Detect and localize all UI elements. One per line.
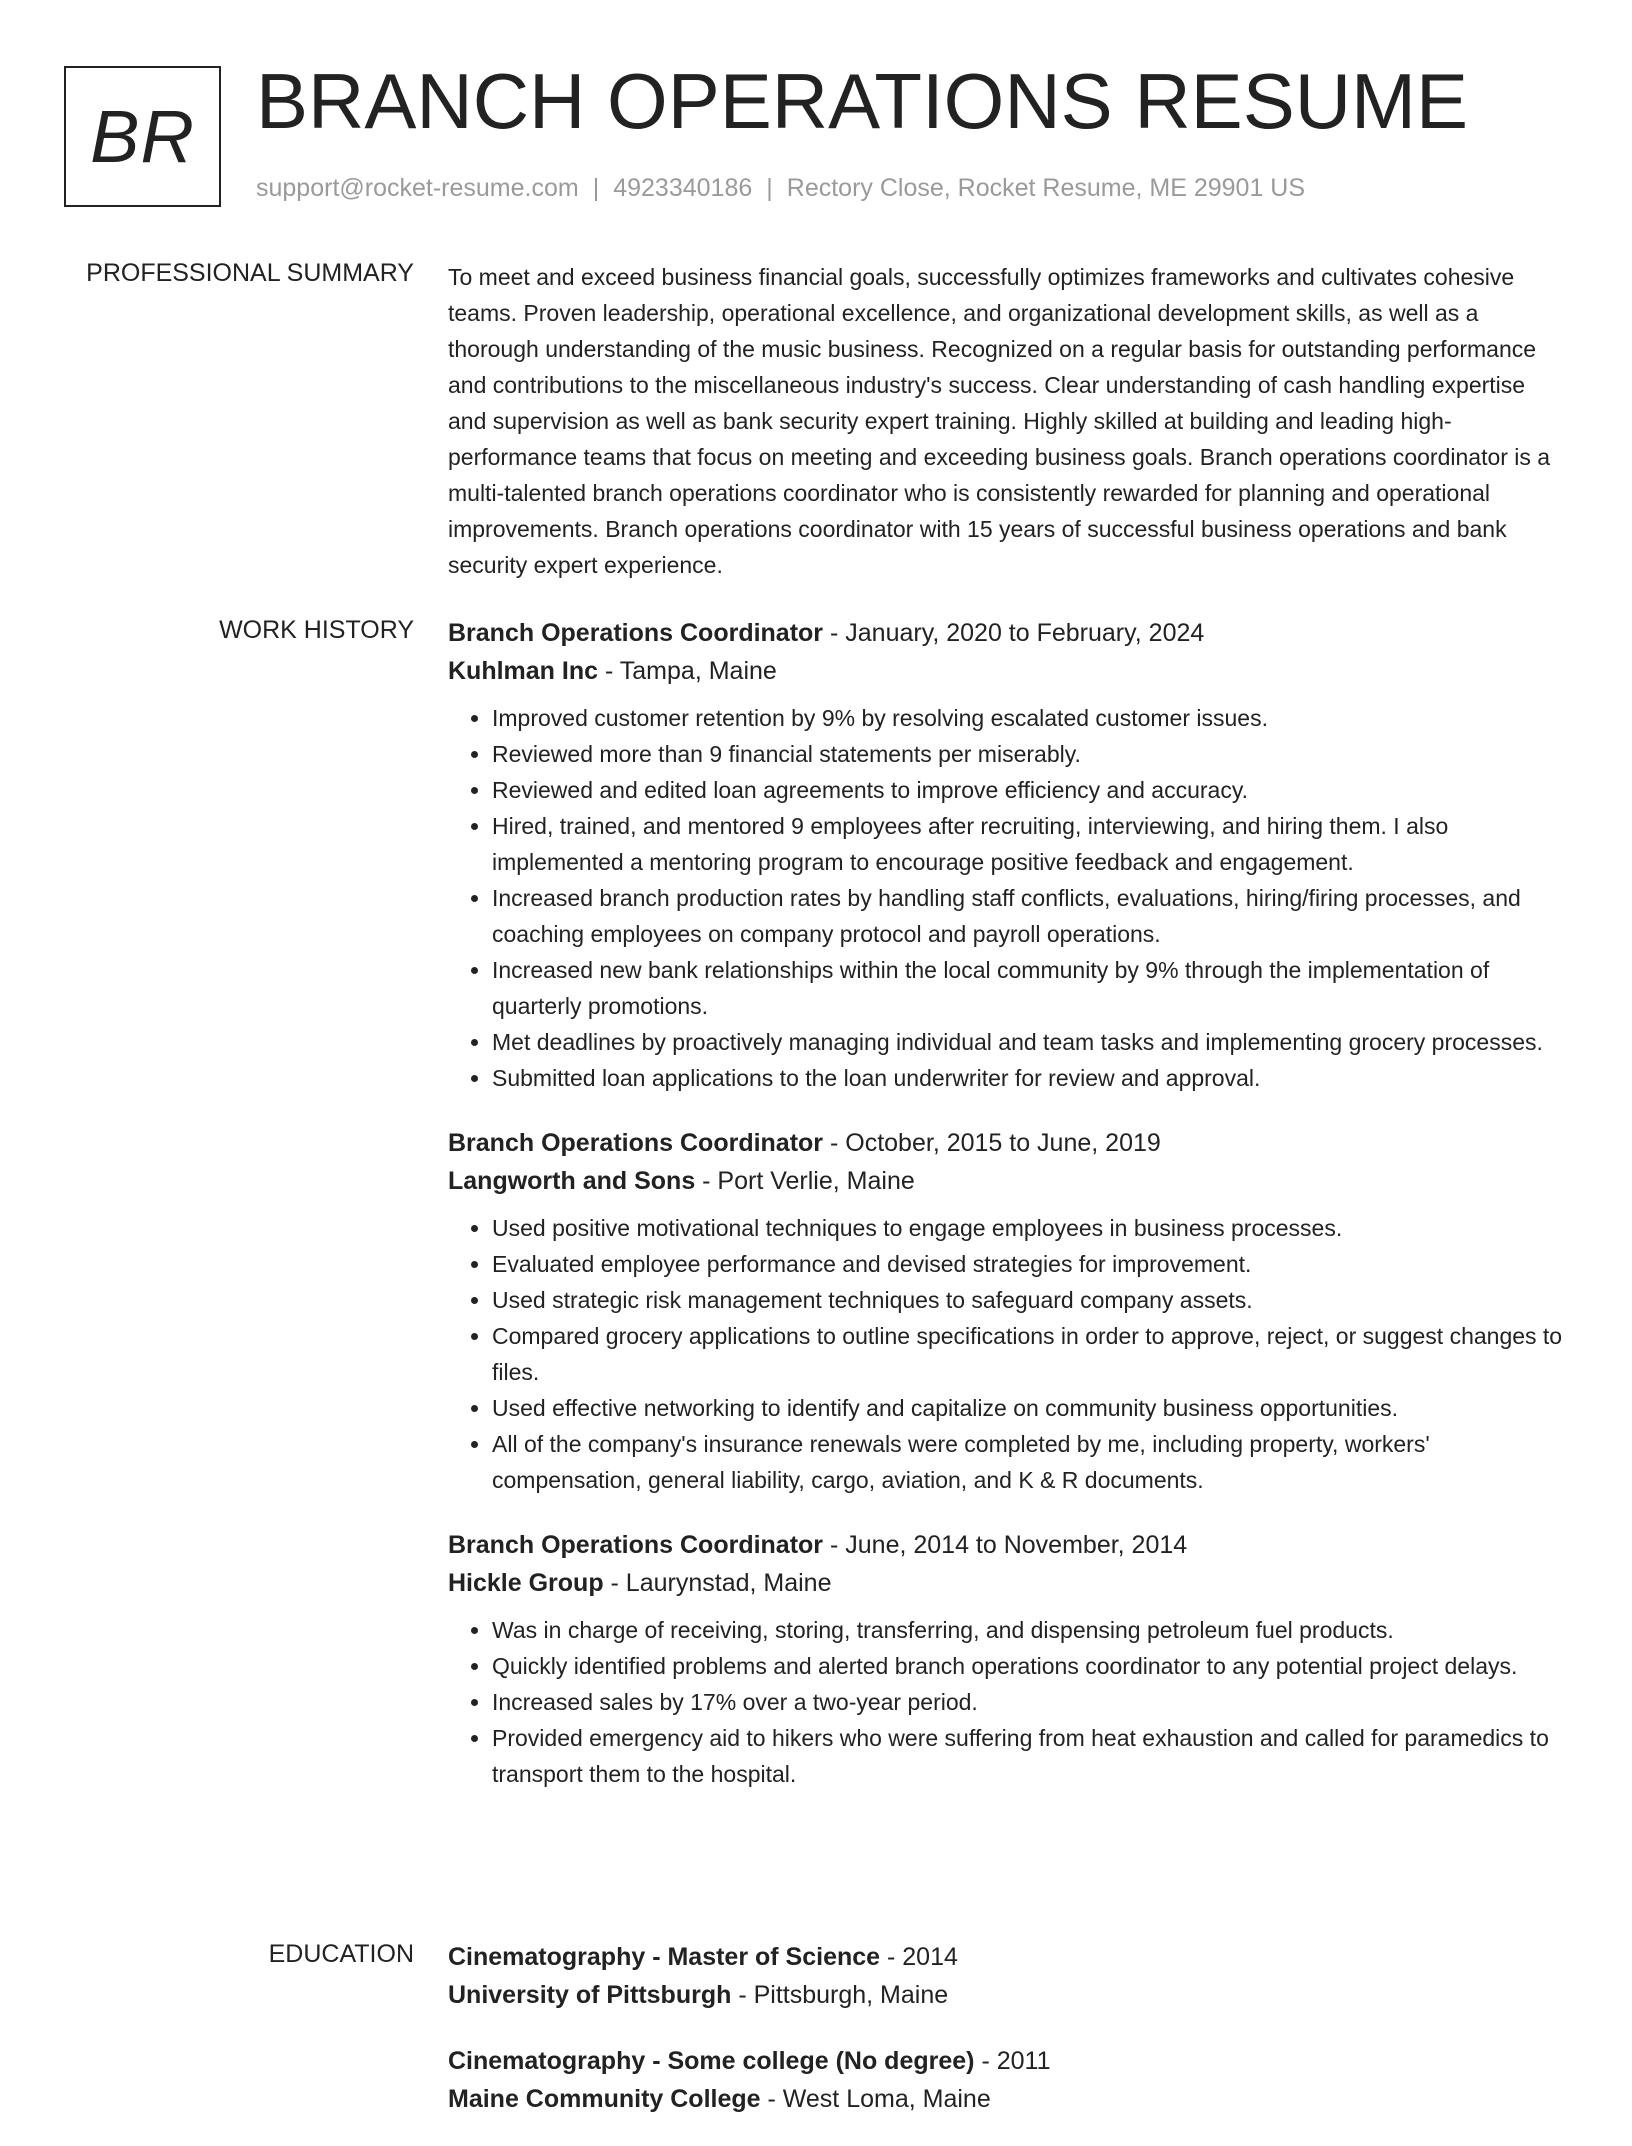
job-title: Branch Operations Coordinator — [448, 1129, 824, 1157]
contact-phone[interactable]: 4923340186 — [613, 174, 753, 202]
education-year: - 2011 — [974, 2047, 1051, 2075]
education-school: Maine Community College — [448, 2085, 761, 2113]
contact-separator: | — [766, 174, 773, 202]
job-bullet: • Quickly identified problems and alerted branch operations coordinator to any potential project delays. — [492, 1648, 1568, 1684]
job-entry — [448, 614, 1568, 1096]
section-label-summary: PROFESSIONAL SUMMARY — [86, 259, 414, 287]
education-location: - Pittsburgh, Maine — [731, 1981, 949, 2009]
job-bullet: • Provided emergency aid to hikers who were suffering from heat exhaustion and called for paramedics to transport them to the hospital. — [492, 1720, 1568, 1792]
job-bullets — [448, 700, 1568, 1096]
job-bullet: • Used effective networking to identify and capitalize on community business opportunities. — [492, 1390, 1568, 1426]
job-title: Branch Operations Coordinator — [448, 1531, 824, 1559]
job-company-line — [448, 1162, 1568, 1200]
job-bullet: • Was in charge of receiving, storing, transferring, and dispensing petroleum fuel products. — [492, 1612, 1568, 1648]
job-company: Kuhlman Inc — [448, 657, 599, 685]
resume-title: BRANCH OPERATIONS RESUME — [256, 57, 1469, 145]
job-bullets — [448, 1612, 1568, 1792]
job-title-line — [448, 614, 1568, 652]
job-dates: - January, 2020 to February, 2024 — [823, 619, 1205, 647]
job-location: - Laurynstad, Maine — [603, 1569, 832, 1597]
contact-address: Rectory Close, Rocket Resume, ME 29901 US — [786, 174, 1306, 202]
job-bullet: • Used positive motivational techniques to engage employees in business processes. — [492, 1210, 1568, 1246]
contact-separator: | — [592, 174, 600, 202]
job-bullet: • Compared grocery applications to outline specifications in order to approve, reject, or suggest changes to files. — [492, 1318, 1568, 1390]
job-bullet: • Improved customer retention by 9% by resolving escalated customer issues. — [492, 700, 1568, 736]
job-company: Langworth and Sons — [448, 1167, 696, 1195]
job-bullet: • Increased branch production rates by handling staff conflicts, evaluations, hiring/firing processes, and coaching employees on company protocol and payroll operations. — [492, 880, 1568, 952]
section-label-education: EDUCATION — [268, 1940, 414, 1968]
monogram-box — [64, 66, 221, 207]
job-title: Branch Operations Coordinator — [448, 619, 824, 647]
education-school-line — [448, 2080, 1568, 2118]
job-bullet: • Used strategic risk management techniques to safeguard company assets. — [492, 1282, 1568, 1318]
job-entry — [448, 1526, 1568, 1792]
job-bullet: • Hired, trained, and mentored 9 employees after recruiting, interviewing, and hiring them. I also implemented a mentoring program to encourage positive feedback and engagement. — [492, 808, 1568, 880]
job-bullet: • Increased new bank relationships within the local community by 9% through the implementation of quarterly promotions. — [492, 952, 1568, 1024]
education-degree: Cinematography - Some college (No degree) — [448, 2047, 975, 2075]
contact-email[interactable]: support@rocket-resume.com — [256, 174, 579, 202]
job-title-line — [448, 1526, 1568, 1564]
education-entry — [448, 2042, 1568, 2118]
monogram-initials: BR — [90, 95, 195, 178]
education-year: - 2014 — [880, 1943, 958, 1971]
job-location: - Port Verlie, Maine — [695, 1167, 915, 1195]
education-school-line — [448, 1976, 1568, 2014]
education-school: University of Pittsburgh — [448, 1981, 732, 2009]
education-location: - West Loma, Maine — [760, 2085, 991, 2113]
job-bullet: • Met deadlines by proactively managing individual and team tasks and implementing grocery processes. — [492, 1024, 1568, 1060]
job-dates: - October, 2015 to June, 2019 — [823, 1129, 1161, 1157]
job-bullet: • Increased sales by 17% over a two-year period. — [492, 1684, 1568, 1720]
job-bullet: • Submitted loan applications to the loan underwriter for review and approval. — [492, 1060, 1568, 1096]
job-bullet: • Reviewed more than 9 financial statements per miserably. — [492, 736, 1568, 772]
education-entry — [448, 1938, 1568, 2014]
job-company-line — [448, 1564, 1568, 1602]
job-title-line — [448, 1124, 1568, 1162]
job-bullet: • All of the company's insurance renewals were completed by me, including property, workers' compensation, general liability, cargo, aviation, and K & R documents. — [492, 1426, 1568, 1498]
education-list — [448, 1938, 1568, 2146]
job-entry — [448, 1124, 1568, 1498]
education-degree: Cinematography - Master of Science — [448, 1943, 881, 1971]
job-location: - Tampa, Maine — [598, 657, 777, 685]
contact-line — [256, 174, 1305, 203]
job-company-line — [448, 652, 1568, 690]
education-degree-line — [448, 2042, 1568, 2080]
job-company: Hickle Group — [448, 1569, 604, 1597]
work-history-list — [448, 614, 1568, 1820]
job-bullet: • Reviewed and edited loan agreements to improve efficiency and accuracy. — [492, 772, 1568, 808]
education-degree-line — [448, 1938, 1568, 1976]
job-bullet: • Evaluated employee performance and devised strategies for improvement. — [492, 1246, 1568, 1282]
job-bullets — [448, 1210, 1568, 1498]
summary-text: To meet and exceed business financial goals, successfully optimizes frameworks and cultivates cohesive teams. Proven leadership, operational excellence, and organizational development skills, as well as a thorough understanding of the music business. Recognized on a regular basis for outstanding performance and contributions to the miscellaneous industry's success. Clear understanding of cash handling expertise and supervision as well as bank security expert training. Highly skilled at building and leading high-performance teams that focus on meeting and exceeding business goals. Branch operations coordinator is a multi-talented branch operations coordinator who is consistently rewarded for planning and operational improvements. Branch operations coordinator with 15 years of successful business operations and bank security expert experience. — [448, 264, 1551, 578]
job-dates: - June, 2014 to November, 2014 — [823, 1531, 1188, 1559]
section-label-work-history: WORK HISTORY — [219, 616, 414, 644]
